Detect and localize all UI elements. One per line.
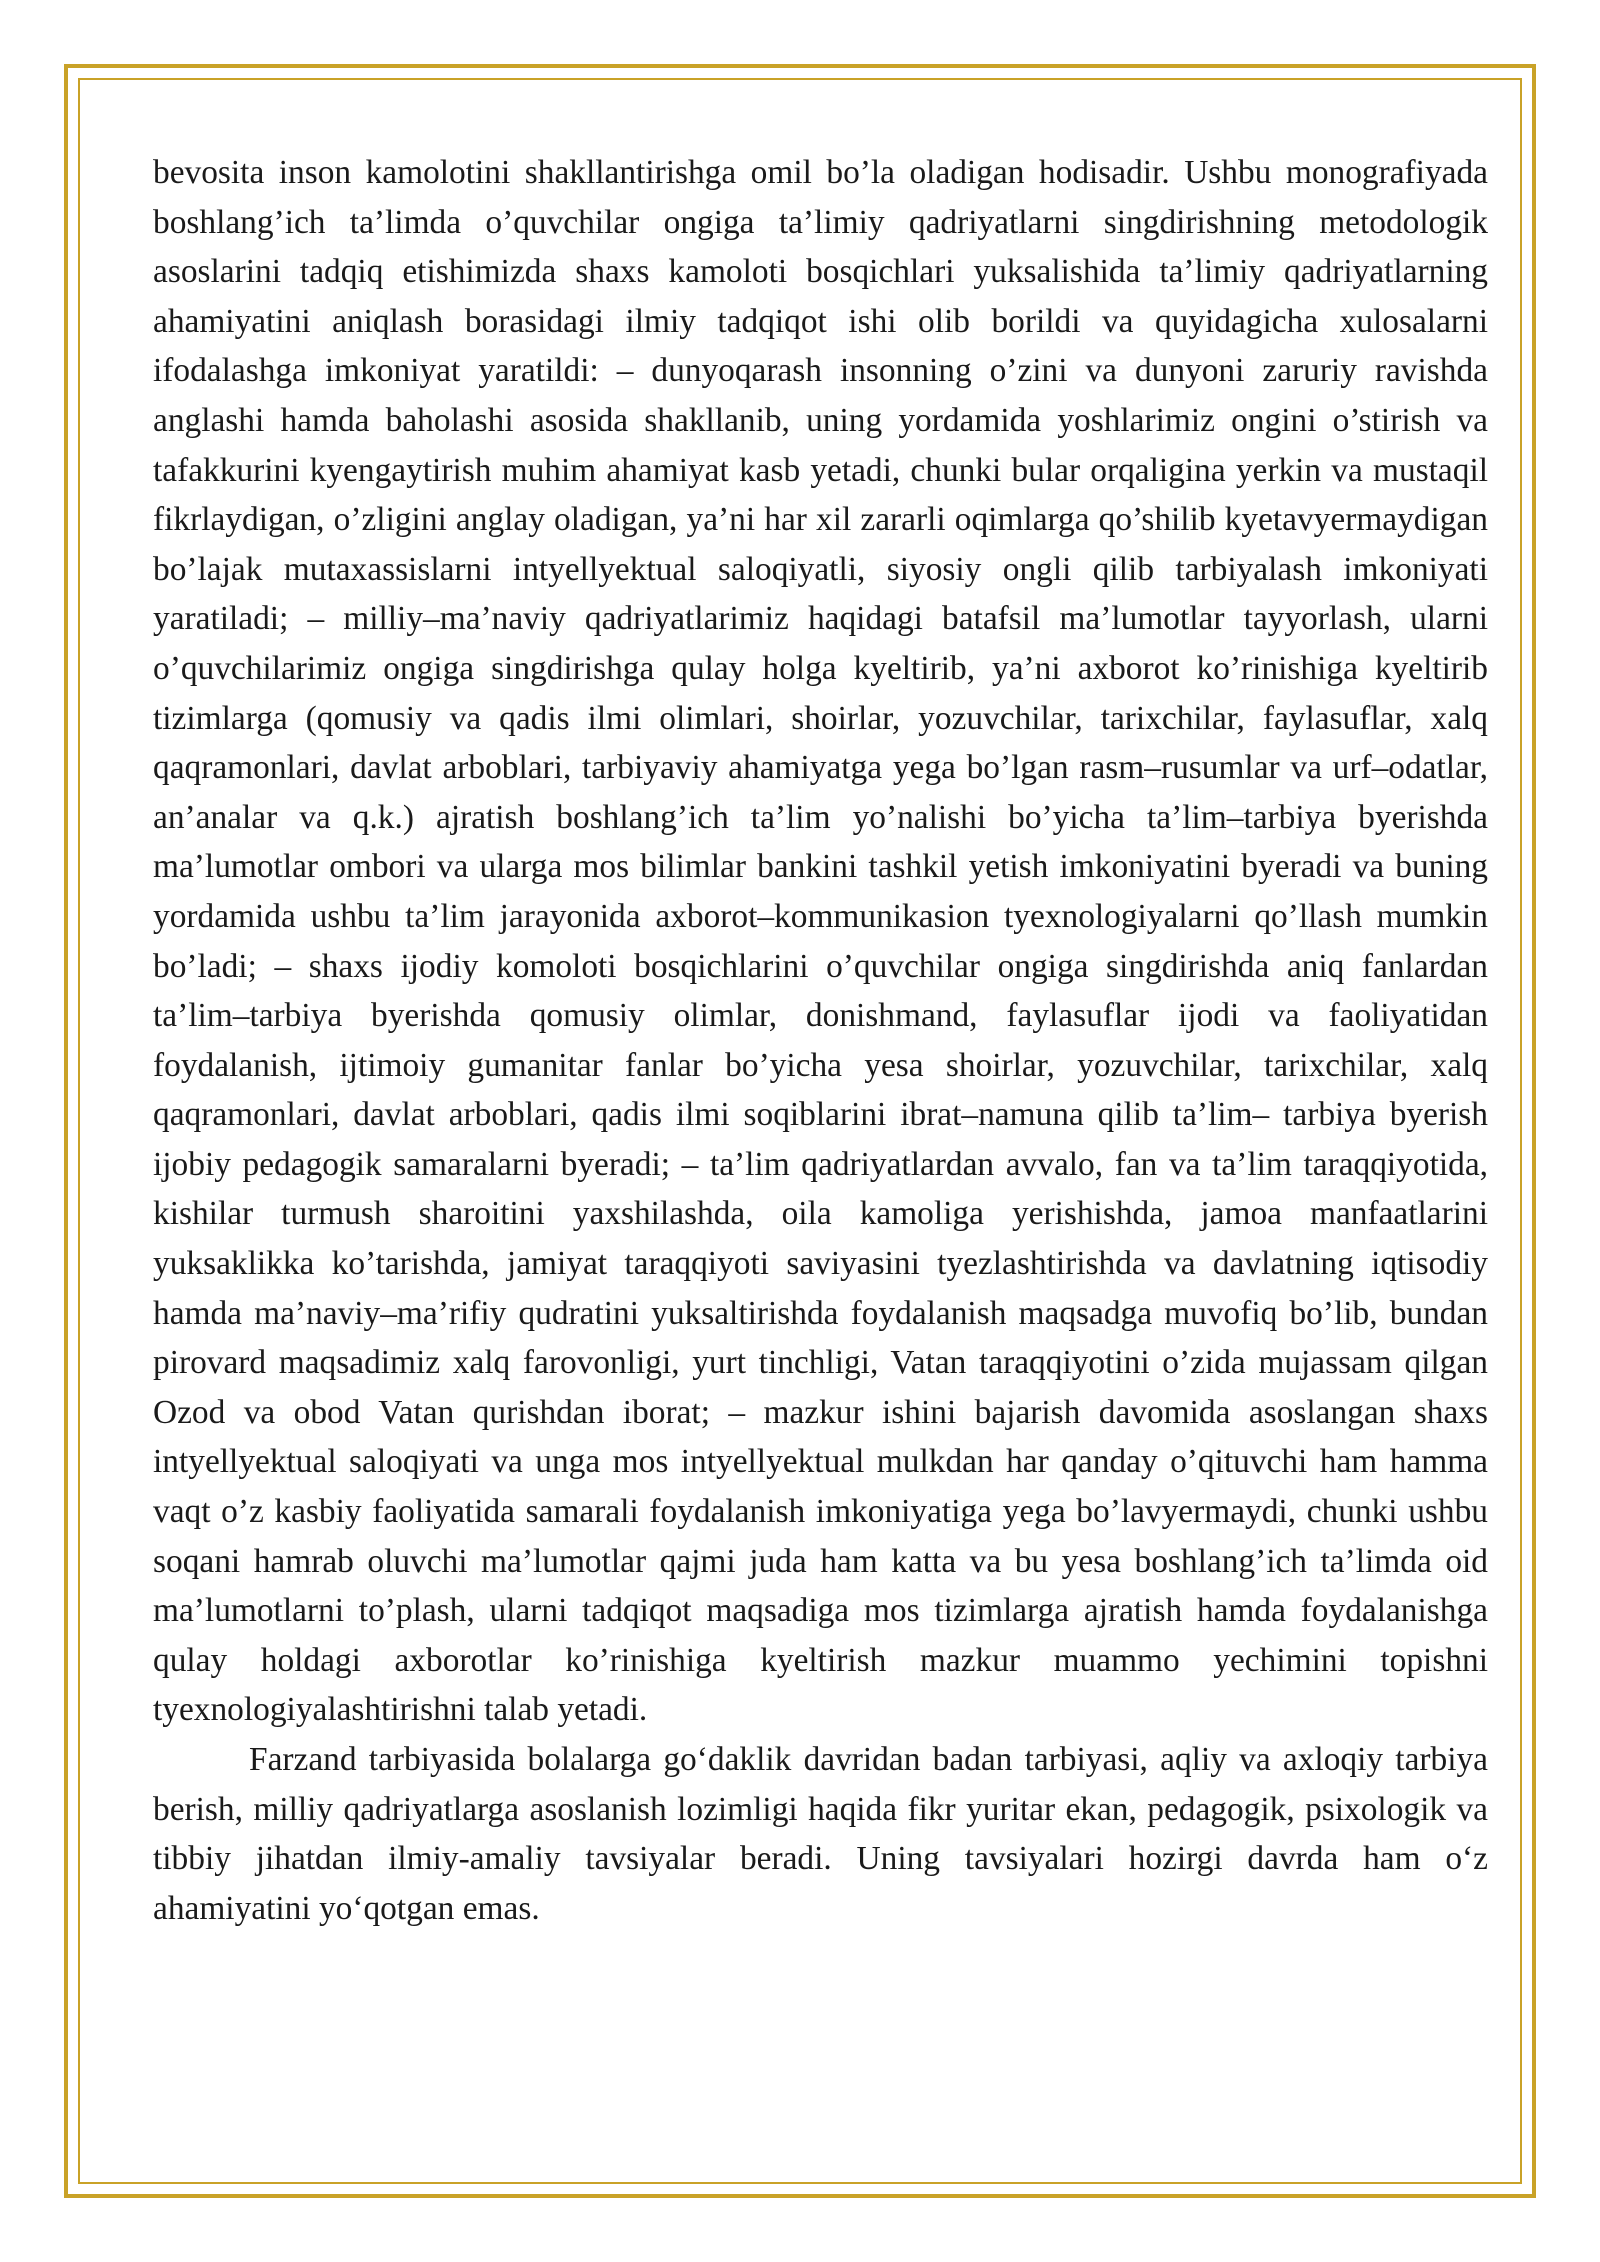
paragraph-1: bevosita inson kamolotini shakllantirishga omil bo’la oladigan hodisadir. Ushbu monografiyada boshlang’ich ta’limda o’quvchilar ongiga ta’limiy qadriyatlarni singdirishning metodologik asoslarini tadqiq etishimizda shaxs kamoloti bosqichlari yuksalishida ta’limiy qadriyatlarning ahamiyatini aniqlash borasidagi ilmiy tadqiqot ishi olib borildi va quyidagicha xulosalarni ifodalashga imkoniyat yaratildi: – dunyoqarash insonning o’zini va dunyoni zaruriy ravishda anglashi hamda baholashi asosida shakllanib, uning yordamida yoshlarimiz ongini o’stirish va tafakkurini kyengaytirish muhim ahamiyat kasb yetadi, chunki bular orqaligina yerkin va mustaqil fikrlaydigan, o’zligini anglay oladigan, ya’ni har xil zararli oqimlarga qo’shilib kyetavyermaydigan bo’lajak mutaxassislarni intyellyektual saloqiyatli, siyosiy ongli qilib tarbiyalash imkoniyati yaratiladi; – milliy–ma’naviy qadriyatlarimiz haqidagi batafsil ma’lumotlar tayyorlash, ularni o’quvchilarimiz ongiga singdirishga qulay holga kyeltirib, ya’ni axborot ko’rinishiga kyeltirib tizimlarga (qomusiy va qadis ilmi olimlari, shoirlar, yozuvchilar, tarixchilar, faylasuflar, xalq qaqramonlari, davlat arboblari, tarbiyaviy ahamiyatga yega bo’lgan rasm–rusumlar va urf–odatlar, an’analar va q.k.) ajratish boshlang’ich ta’lim yo’nalishi bo’yicha ta’lim–tarbiya byerishda ma’lumotlar ombori va ularga mos bilimlar bankini tashkil yetish imkoniyatini byeradi va buning yordamida ushbu ta’lim jarayonida axborot–kommunikasion tyexnologiyalarni qo’llash mumkin bo’ladi; – shaxs ijodiy komoloti bosqichlarini o’quvchilar ongiga singdirishda aniq fanlardan ta’lim–tarbiya byerishda qomusiy olimlar, donishmand, faylasuflar ijodi va faoliyatidan foydalanish, ijtimoiy gumanitar fanlar bo’yicha yesa shoirlar, yozuvchilar, tarixchilar, xalq qaqramonlari, davlat arboblari, qadis ilmi soqiblarini ibrat–namuna qilib ta’lim– tarbiya byerish ijobiy pedagogik samaralarni byeradi; – ta’lim qadriyatlardan avvalo, fan va ta’lim taraqqiyotida, kishilar turmush sharoitini yaxshilashda, oila kamoliga yerishishda, jamoa manfaatlarini yuksaklikka ko’tarishda, jamiyat taraqqiyoti saviyasini tyezlashtirishda va davlatning iqtisodiy hamda ma’naviy–ma’rifiy qudratini yuksaltirishda foydalanish maqsadga muvofiq bo’lib, bundan pirovard maqsadimiz xalq farovonligi, yurt tinchligi, Vatan taraqqiyotini o’zida mujassam qilgan Ozod va obod Vatan qurishdan iborat; – mazkur ishini bajarish davomida asoslangan shaxs intyellyektual saloqiyati va unga mos intyellyektual mulkdan har qanday o’qituvchi ham hamma vaqt o’z kasbiy faoliyatida samarali foydalanish imkoniyatiga yega bo’lavyermaydi, chunki ushbu soqani hamrab oluvchi ma’lumotlar qajmi juda ham katta va bu yesa boshlang’ich ta’limda oid ma’lumotlarni to’plash, ularni tadqiqot maqsadiga mos tizimlarga ajratish hamda foydalanishga qulay holdagi axborotlar ko’rinishiga kyeltirish mazkur muammo yechimini topishni tyexnologiyalashtirishni talab yetadi. — [153, 154, 1488, 1729]
document-body — [153, 148, 1488, 1933]
paragraph-2: Farzand tarbiyasida bolalarga go‘daklik davridan badan tarbiyasi, aqliy va axloqiy tarbiya berish, milliy qadriyatlarga asoslanish lozimligi haqida fikr yuritar ekan, pedagogik, psixologik va tibbiy jihatdan ilmiy-amaliy tavsiyalar beradi. Uning tavsiyalari hozirgi davrda ham o‘z ahamiyatini yo‘qotgan emas. — [153, 1741, 1488, 1927]
